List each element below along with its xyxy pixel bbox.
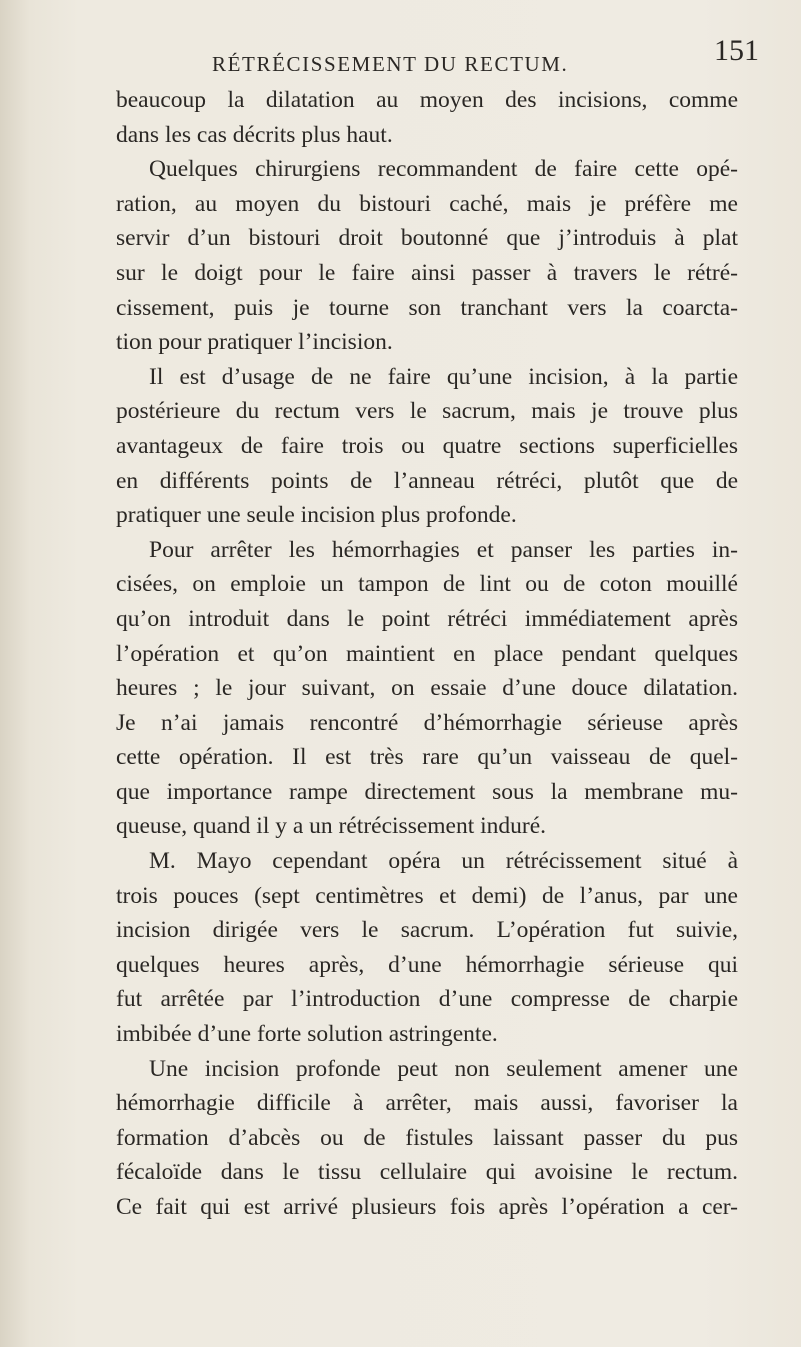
page-number: 151 (714, 34, 759, 67)
text-line: fécaloïde dans le tissu cellulaire qui avoisine le rectum. (116, 1159, 738, 1186)
text-line: fut arrêtée par l’introduction d’une compresse de charpie (116, 986, 738, 1013)
text-line: heures ; le jour suivant, on essaie d’une douce dilatation. (116, 675, 738, 702)
text-line: avantageux de faire trois ou quatre sections superficielles (116, 432, 738, 459)
text-line: ration, au moyen du bistouri caché, mais je préfère me (116, 190, 738, 217)
text-line: l’opération et qu’on maintient en place pendant quelques (116, 640, 738, 667)
running-head: RÉTRÉCISSEMENT DU RECTUM. (212, 52, 569, 76)
body-text (116, 83, 738, 1225)
text-line: en différents points de l’anneau rétréci, plutôt que de (116, 467, 738, 494)
text-line: Une incision profonde peut non seulement amener une (149, 1055, 738, 1082)
text-line: tion pour pratiquer l’incision. (116, 329, 393, 356)
text-line: trois pouces (sept centimètres et demi) de l’anus, par une (116, 882, 738, 909)
text-line: cette opération. Il est très rare qu’un vaisseau de quel- (116, 744, 738, 771)
text-line: cisées, on emploie un tampon de lint ou de coton mouillé (116, 571, 738, 598)
text-line: hémorrhagie difficile à arrêter, mais aussi, favoriser la (116, 1090, 738, 1117)
text-line: Quelques chirurgiens recommandent de faire cette opé- (149, 156, 738, 183)
text-line: postérieure du rectum vers le sacrum, mais je trouve plus (116, 398, 738, 425)
text-line: quelques heures après, d’une hémorrhagie sérieuse qui (116, 951, 738, 978)
text-line: servir d’un bistouri droit boutonné que j’introduis à plat (116, 225, 738, 252)
text-line: Je n’ai jamais rencontré d’hémorrhagie sérieuse après (116, 709, 738, 736)
text-line: formation d’abcès ou de fistules laissant passer du pus (116, 1124, 738, 1151)
text-line: Ce fait qui est arrivé plusieurs fois après l’opération a cer- (116, 1194, 738, 1220)
text-line: M. Mayo cependant opéra un rétrécissement situé à (149, 848, 738, 875)
text-line: beaucoup la dilatation au moyen des incisions, comme (116, 87, 738, 113)
text-line: dans les cas décrits plus haut. (116, 121, 393, 148)
text-line: Il est d’usage de ne faire qu’une incision, à la partie (149, 363, 738, 390)
text-line: incision dirigée vers le sacrum. L’opération fut suivie, (116, 917, 738, 944)
text-line: qu’on introduit dans le point rétréci immédiatement après (116, 605, 738, 632)
text-line: imbibée d’une forte solution astringente. (116, 1021, 498, 1048)
text-line: pratiquer une seule incision plus profonde. (116, 502, 517, 529)
text-line: sur le doigt pour le faire ainsi passer à travers le rétré- (116, 259, 738, 286)
text-line: Pour arrêter les hémorrhagies et panser les parties in- (149, 536, 738, 563)
text-line: cissement, puis je tourne son tranchant vers la coarcta- (116, 294, 738, 321)
text-line: que importance rampe directement sous la membrane mu- (116, 778, 738, 805)
text-line: queuse, quand il y a un rétrécissement induré. (116, 813, 547, 840)
